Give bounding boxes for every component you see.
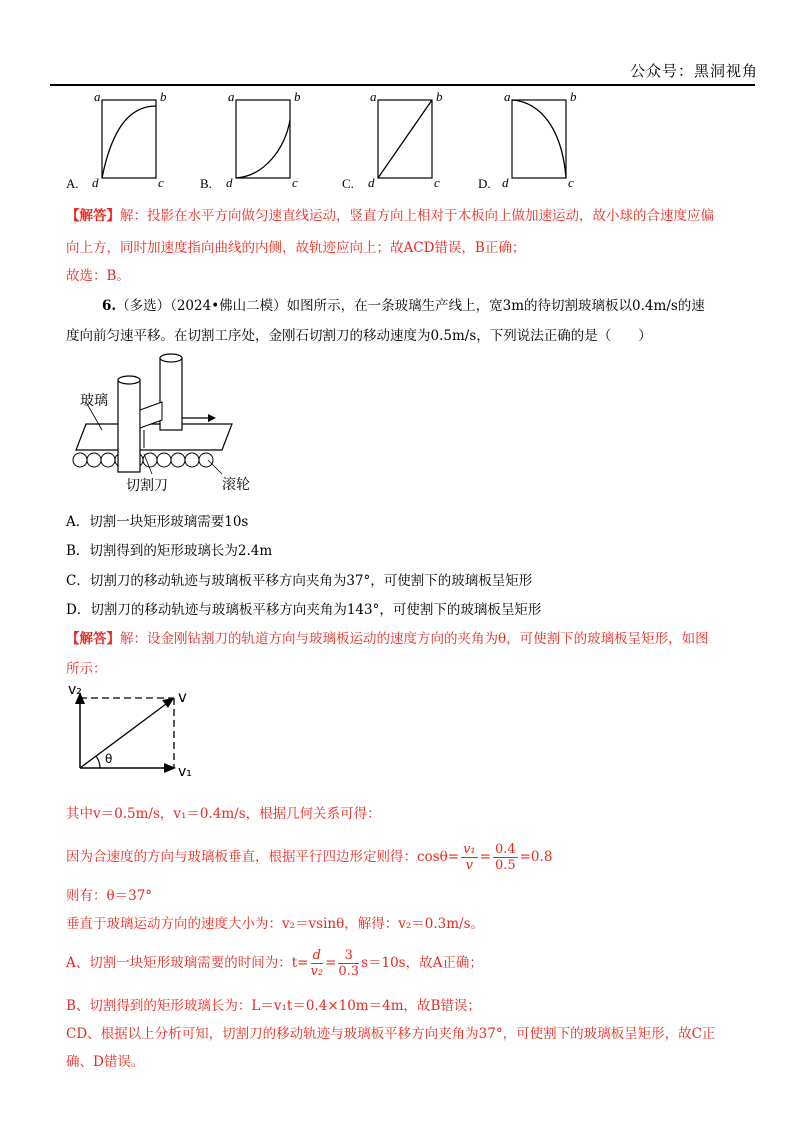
prev-answer-line2: 向上方，同时加速度指向曲线的内侧，故轨迹应向上；故ACD错误，B正确； [66,240,526,256]
corner-b: b [570,89,577,104]
label-theta: θ [105,752,113,766]
question-number: 6. [102,298,117,314]
solution-cos-line: 因为合速度的方向与玻璃板垂直，根据平行四边形定则得：cosθ= $\frac{\text{v₁}}{v}$ = $\frac{0.4}{0.5}$ =0.8 [66,842,553,873]
corner-a: a [504,89,511,104]
option-d: D．切割刀的移动轨迹与玻璃板平移方向夹角为143°，可使割下的玻璃板呈矩形 [66,602,542,618]
corner-c: c [568,175,574,190]
option-c: C．切割刀的移动轨迹与玻璃板平移方向夹角为37°，可使割下的玻璃板呈矩形 [66,573,533,589]
label-v: v [178,688,187,706]
solution-b: B、切割得到的矩形玻璃长为：L＝v₁t＝0.4×10m＝4m，故B错误； [66,998,481,1014]
option-c-figure [378,100,432,178]
solution-theta: 则有：θ＝37° [66,888,153,904]
question-line2: 度向前匀速平移。在切割工序处，金刚石切割刀的移动速度为0.5m/s，下列说法正确的是（ ） [66,328,652,344]
fraction-d-over-v2: $\frac{d}{\text{v₂}}$ [310,948,324,979]
option-b-label: B. [200,176,212,191]
solution-given: 其中v＝0.5m/s，v₁＝0.4m/s，根据几何关系可得： [66,806,381,822]
corner-c: c [292,175,298,190]
corner-b: b [160,89,167,104]
label-glass: 玻璃 [80,393,108,409]
solution-line1: 【解答】解：设金刚钻割刀的轨道方向与玻璃板运动的速度方向的夹角为θ，可使割下的玻璃板呈矩形，如图 [66,631,709,647]
solution-cd-line2: 确、D错误。 [66,1054,145,1070]
option-b-figure [236,100,290,178]
label-v2: v₂ [68,682,82,698]
answer-tag: 【解答】 [66,208,120,224]
option-b: B．切割得到的矩形玻璃长为2.4m [66,543,273,559]
glass-cutter-figure [62,350,312,498]
corner-c: c [158,175,164,190]
corner-d: d [502,175,509,190]
fraction-04-over-05: $\frac{0.4}{0.5}$ [494,842,516,873]
prev-answer-line1: 【解答】解：投影在水平方向做匀速直线运动，竖直方向上相对于木板向上做加速运动，故小球的合速度应偏 [66,208,714,224]
corner-c: c [434,175,440,190]
question-line1: 6.（多选）（2024•佛山二模）如图所示，在一条玻璃生产线上，宽3m的待切割玻璃板以0.4m/s的速 [102,298,705,314]
solution-cd-line1: CD、根据以上分析可知，切割刀的移动轨迹与玻璃板平移方向夹角为37°，可使割下的玻璃板呈矩形，故C正 [66,1026,716,1042]
solution-v2: 垂直于玻璃运动方向的速度大小为：v₂＝vsinθ，解得：v₂＝0.3m/s。 [66,916,485,932]
prev-answer-choice: 故选：B。 [66,268,130,284]
header-divider [50,84,755,86]
option-a: A．切割一块矩形玻璃需要10s [66,514,249,530]
solution-line2: 所示： [66,661,107,677]
corner-d: d [368,175,375,190]
label-roller: 滚轮 [222,477,250,493]
prev-options-figures [60,88,620,193]
option-d-figure [512,100,566,178]
label-cutter: 切割刀 [126,478,168,494]
option-a-figure [102,100,156,178]
corner-b: b [436,89,443,104]
option-a-label: A. [66,176,79,191]
header-title: 公众号：黑洞视角 [629,62,758,80]
option-c-label: C. [342,176,354,191]
solution-tag: 【解答】 [66,631,120,647]
fraction-v1-over-v: $\frac{\text{v₁}}{v}$ [463,842,476,873]
corner-b: b [294,89,301,104]
corner-d: d [226,175,233,190]
label-v1: v₁ [178,764,192,780]
fraction-3-over-03: $\frac{3}{0.3}$ [338,948,360,979]
solution-a-line: A、切割一块矩形玻璃需要的时间为：t= $\frac{d}{\text{v₂}}$ = $\frac{3}{0.3}$ s＝10s，故A正确； [66,948,483,979]
corner-a: a [94,89,101,104]
corner-a: a [370,89,377,104]
corner-d: d [92,175,99,190]
corner-a: a [228,89,235,104]
option-d-label: D. [478,176,491,191]
